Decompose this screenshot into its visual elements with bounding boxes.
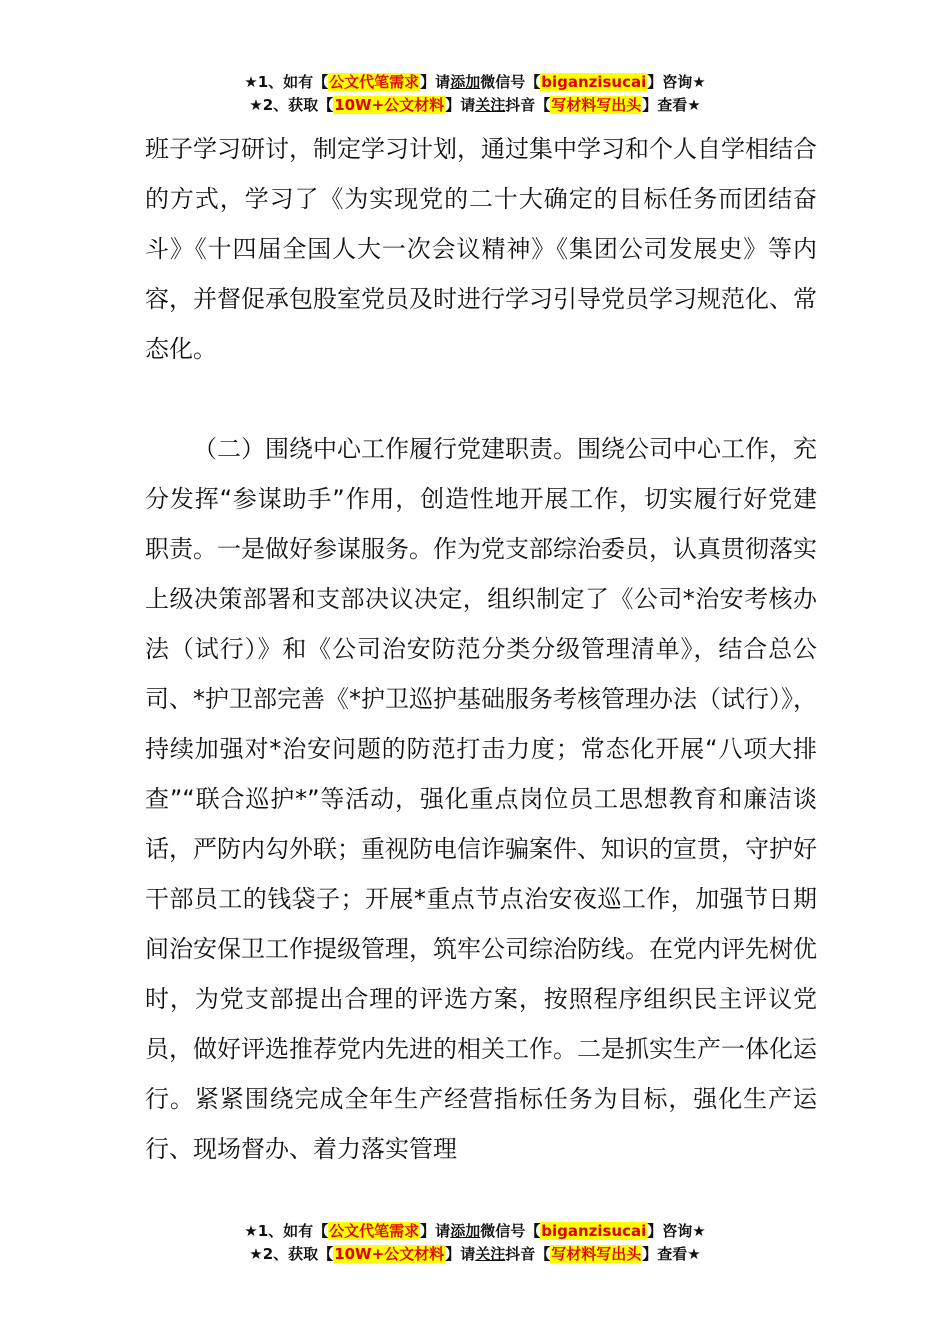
body-paragraph: （二）围绕中心工作履行党建职责。围绕公司中心工作，充分发挥“参谋助手”作用，创造性地开展工作，切实履行好党建职责。一是做好参谋服务。作为党支部综治委员，认真贯彻落实上级决策部署和支部决议决定，组织制定了《公司*治安考核办法（试行）》和《公司治安防范分类分级管理清单》，结合总公司、*护卫部完善《*护卫巡护基础服务考核管理办法（试行）》，持续加强对*治安问题的防范打击力度；常态化开展“八项大排查”“联合巡护*”等活动，强化重点岗位员工思想教育和廉洁谈话，严防内勾外联；重视防电信诈骗案件、知识的宣贯，守护好干部员工的钱袋子；开展*重点节点治安夜巡工作，加强节日期间治安保卫工作提级管理，筑牢公司综治防线。在党内评先树优时，为党支部提出合理的评选方案，按照程序组织民主评议党员，做好评选推荐党内先进的相关工作。二是抓实生产一体化运行。紧紧围绕完成全年生产经营指标任务为目标，强化生产运行、现场督办、着力落实管理 [145, 435, 817, 1163]
banner-highlight: 写材料写出头 [551, 1245, 642, 1263]
banner-highlight: biganzisucai [541, 73, 647, 91]
banner-line-2 [0, 1243, 950, 1266]
banner-text: 】咨询★ [647, 73, 706, 91]
banner-text: 】查看★ [642, 96, 701, 114]
banner-text: 抖音【 [505, 1245, 551, 1263]
banner-text: ★1、如有【 [244, 1222, 329, 1240]
banner-text: 抖音【 [505, 96, 551, 114]
banner-text: 微信号【 [480, 73, 541, 91]
banner-highlight: 写材料写出头 [551, 96, 642, 114]
banner-underlined-text: 添加 [450, 1222, 481, 1240]
banner-text: 】咨询★ [647, 1222, 706, 1240]
banner-highlight: 10W+公文材料 [334, 1245, 445, 1263]
footer-banner [0, 1220, 950, 1266]
banner-text: 】请 [420, 1222, 451, 1240]
banner-line-1 [0, 1220, 950, 1243]
banner-text: ★2、获取【 [249, 1245, 334, 1263]
banner-highlight: 10W+公文材料 [334, 96, 445, 114]
banner-text: 】请 [445, 96, 476, 114]
banner-text: 】请 [445, 1245, 476, 1263]
banner-highlight: 公文代笔需求 [329, 73, 420, 91]
banner-underlined-text: 添加 [450, 73, 481, 91]
banner-line-1 [0, 71, 950, 94]
banner-text: ★1、如有【 [244, 73, 329, 91]
banner-line-2 [0, 94, 950, 117]
body-paragraph: 班子学习研讨，制定学习计划，通过集中学习和个人自学相结合的方式，学习了《为实现党的二十大确定的目标任务而团结奋斗》《十四届全国人大一次会议精神》《集团公司发展史》等内容，并督促承包股室党员及时进行学习引导党员学习规范化、常态化。 [145, 135, 817, 363]
banner-highlight: biganzisucai [541, 1222, 647, 1240]
banner-underlined-text: 关注 [475, 1245, 506, 1263]
banner-text: 】查看★ [642, 1245, 701, 1263]
banner-text: 微信号【 [480, 1222, 541, 1240]
header-banner [0, 71, 950, 117]
banner-text: ★2、获取【 [249, 96, 334, 114]
banner-text: 】请 [420, 73, 451, 91]
document-body [145, 124, 817, 1174]
banner-underlined-text: 关注 [475, 96, 506, 114]
banner-highlight: 公文代笔需求 [329, 1222, 420, 1240]
